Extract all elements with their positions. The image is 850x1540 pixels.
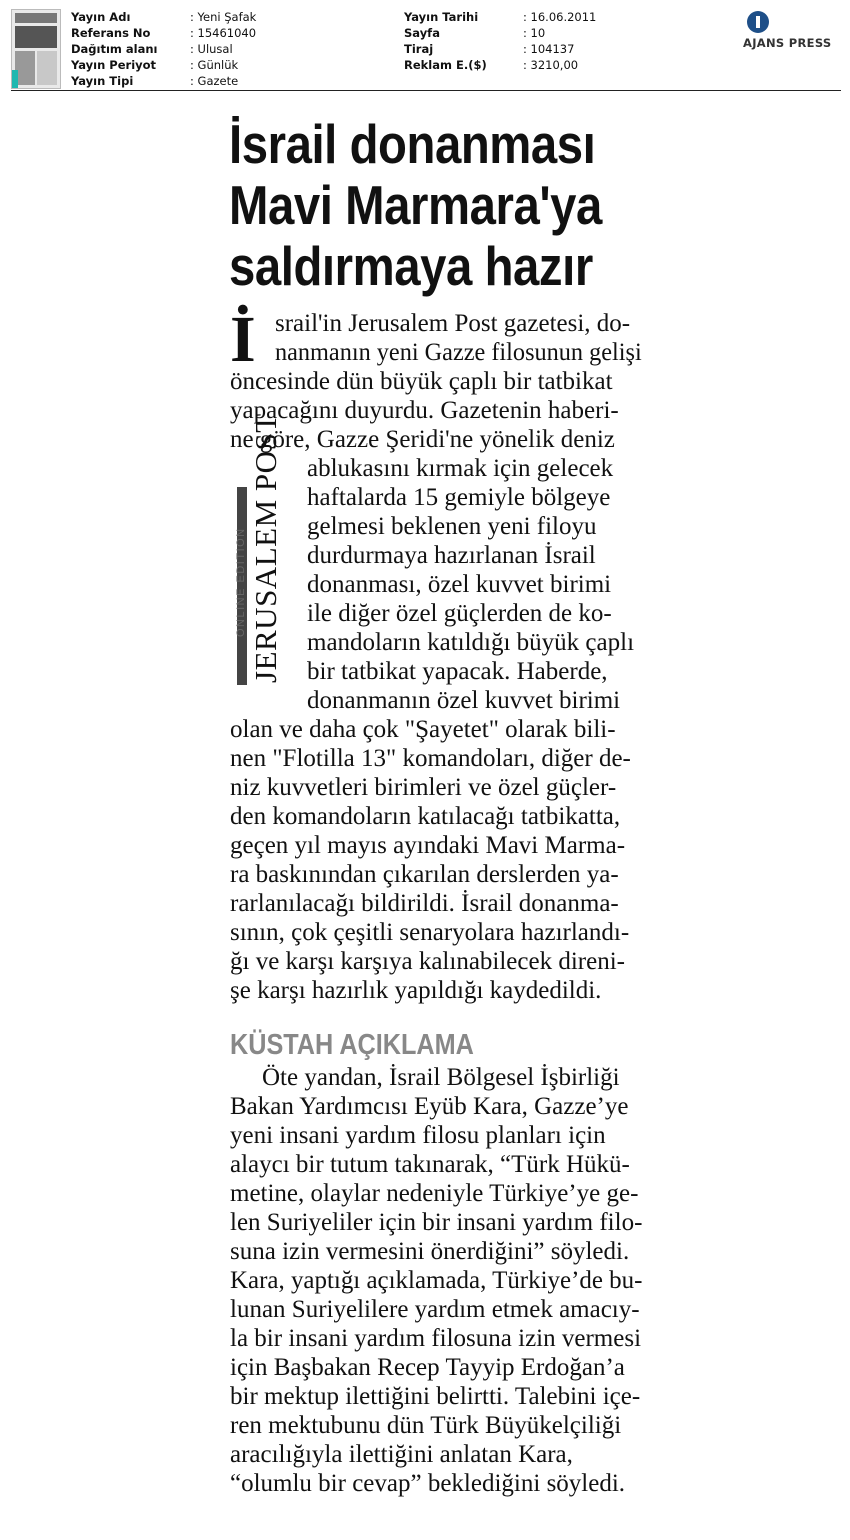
info-label: Dağıtım alanı (71, 42, 158, 56)
info-value: : 104137 (523, 42, 575, 56)
brand-name: AJANS PRESS (743, 36, 832, 50)
lead-paragraph (275, 309, 642, 367)
paragraph-full-width-a (230, 367, 642, 454)
info-row-ad-value (404, 57, 596, 73)
text-line: olan ve daha çok "Şayetet" olarak bili- (230, 716, 616, 743)
text-line: gelmesi beklenen yeni filoyu (307, 513, 597, 540)
info-value: : 15461040 (190, 26, 257, 40)
info-row-type (71, 73, 256, 89)
headline-line: Mavi Marmara'ya (229, 174, 602, 236)
info-value: : Yeni Şafak (190, 10, 257, 24)
info-row-publication-name (71, 9, 256, 25)
header-divider (11, 90, 841, 91)
article-headline (229, 113, 602, 297)
text-line: suna izin vermesini önerdiğini” söyledi. (230, 1238, 630, 1265)
ajans-press-logo (743, 9, 841, 49)
text-line: donanmanın özel kuvvet birimi (307, 687, 621, 714)
headline-line: saldırmaya hazır (229, 235, 593, 297)
info-value: : 16.06.2011 (523, 10, 597, 24)
text-line: sının, çok çeşitli senaryolara hazırlandı- (230, 919, 630, 946)
info-label: Reklam E.($) (404, 58, 487, 72)
paragraph-narrow (307, 454, 643, 715)
text-line: la bir insani yardım filosuna izin vermesi (230, 1325, 642, 1352)
text-line: bir tatbikat yapacak. Haberde, (307, 658, 608, 685)
text-line: donanması, özel kuvvet birimi (307, 571, 612, 598)
text-line: srail'in Jerusalem Post gazetesi, do- (275, 310, 631, 337)
info-row-distribution (71, 41, 256, 57)
text-line: ra baskınından çıkarılan derslerden ya- (230, 861, 619, 888)
info-label: Yayın Tipi (71, 74, 134, 88)
text-line: Bakan Yardımcısı Eyüb Kara, Gazze’ye (230, 1093, 629, 1120)
text-line: aracılığıyla ilettiğini anlatan Kara, (230, 1441, 573, 1468)
text-line: bir mektup ilettiğini belirtti. Talebini içe- (230, 1383, 641, 1410)
info-value: : 3210,00 (523, 58, 579, 72)
text-line: ablukasını kırmak için gelecek (307, 455, 614, 482)
text-line: rarlanılacağı bildirildi. İsrail donanma- (230, 890, 619, 917)
info-value: : Gazete (190, 74, 239, 88)
text-line: ğı ve karşı karşıya kalınabilecek direni- (230, 948, 625, 975)
ajans-press-icon (747, 11, 769, 33)
info-label: Tiraj (404, 42, 434, 56)
info-row-page (404, 25, 596, 41)
text-line: geçen yıl mayıs ayındaki Mavi Marma- (230, 832, 626, 859)
info-row-period (71, 57, 256, 73)
text-line: Kara, yaptığı açıklamada, Türkiye’de bu- (230, 1267, 643, 1294)
info-label: Yayın Adı (71, 10, 131, 24)
text-line: “olumlu bir cevap” beklediğini söyledi. (230, 1470, 626, 1497)
text-line: ren mektubunu dün Türk Büyükelçiliği (230, 1412, 622, 1439)
jerusalem-post-logo (232, 413, 290, 689)
edition-label: ONLINE EDITION (235, 527, 247, 637)
info-value: : 10 (523, 26, 546, 40)
headline-line: İsrail donanması (229, 113, 596, 175)
text-line: nen "Flotilla 13" komandoları, diğer de- (230, 745, 631, 772)
paragraph-section-2 (230, 1063, 642, 1498)
text-line: haftalarda 15 gemiyle bölgeye (307, 484, 611, 511)
info-label: Referans No (71, 26, 151, 40)
text-line: ne göre, Gazze Şeridi'ne yönelik deniz (230, 426, 615, 453)
info-row-date (404, 9, 596, 25)
text-line: ile diğer özel güçlerden de ko- (307, 600, 612, 627)
text-line: Öte yandan, İsrail Bölgesel İşbirliği (262, 1064, 620, 1091)
text-line: durdurmaya hazırlanan İsrail (307, 542, 596, 569)
text-line: yeni insani yardım filosu planları için (230, 1122, 606, 1149)
info-label: Yayın Periyot (71, 58, 157, 72)
text-line: şe karşı hazırlık yapıldığı kaydedildi. (230, 977, 602, 1004)
drop-cap: İ (230, 303, 256, 376)
text-line: niz kuvvetleri birimleri ve özel güçler- (230, 774, 617, 801)
info-label: Yayın Tarihi (404, 10, 479, 24)
text-line: yapacağını duyurdu. Gazetenin haberi- (230, 397, 619, 424)
paragraph-full-width-b (230, 715, 642, 1005)
newspaper-thumbnail (11, 9, 61, 89)
info-value: : Ulusal (190, 42, 233, 56)
text-line: alaycı bir tutum takınarak, “Türk Hükü- (230, 1151, 630, 1178)
publication-stats (404, 9, 596, 73)
section-subhead: KÜSTAH AÇIKLAMA (230, 1029, 474, 1061)
newspaper-name: JERUSALEM POST (248, 413, 283, 683)
info-row-circulation (404, 41, 596, 57)
info-row-reference-no (71, 25, 256, 41)
text-line: öncesinde dün büyük çaplı bir tatbikat (230, 368, 613, 395)
text-line: den komandoların katılacağı tatbikatta, (230, 803, 621, 830)
text-line: metine, olaylar nedeniyle Türkiye’ye ge- (230, 1180, 639, 1207)
text-line: mandoların katıldığı büyük çaplı (307, 629, 635, 656)
info-value: : Günlük (190, 58, 239, 72)
text-line: len Suriyeliler için bir insani yardım filo- (230, 1209, 643, 1236)
text-line: nanmanın yeni Gazze filosunun gelişi (275, 339, 642, 366)
text-line: lunan Suriyelilere yardım etmek amacıy- (230, 1296, 640, 1323)
info-label: Sayfa (404, 26, 440, 40)
publication-info (71, 9, 256, 89)
text-line: için Başbakan Recep Tayyip Erdoğan’a (230, 1354, 625, 1381)
